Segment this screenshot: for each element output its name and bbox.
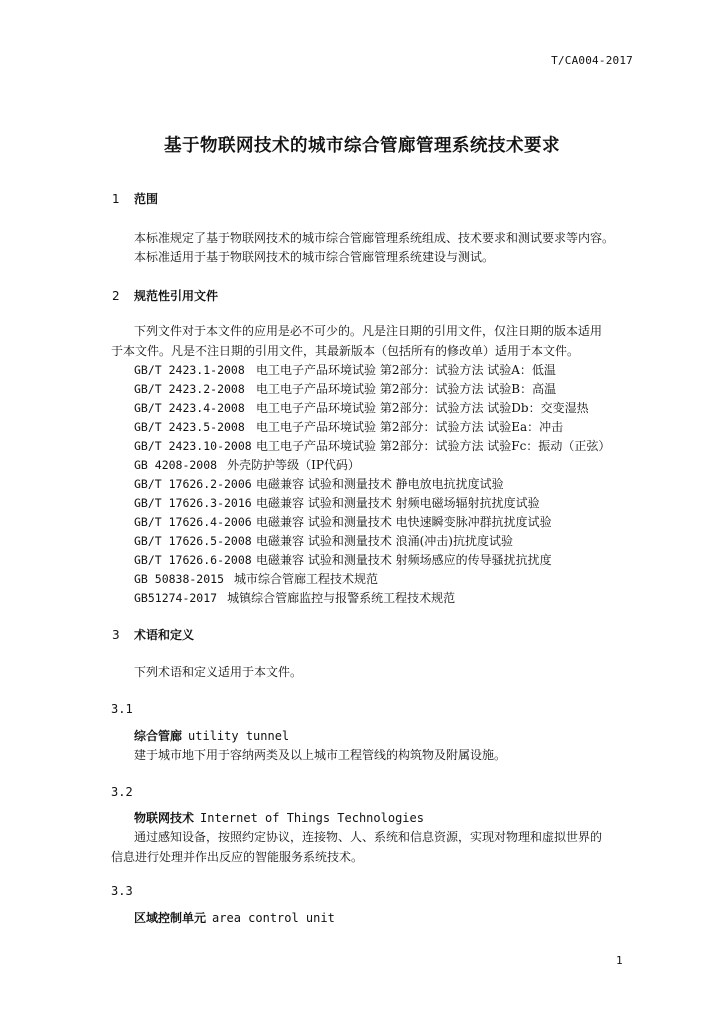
reference-title: 城市综合管廊工程技术规范 — [234, 572, 379, 586]
reference-code: GB 50838-2015 — [134, 572, 225, 586]
standard-code: T/CA004-2017 — [551, 54, 633, 67]
reference-item — [134, 362, 556, 378]
reference-title: 电磁兼容 试验和测量技术 浪涌(冲击)抗扰度试验 — [256, 534, 513, 548]
term-name-en: area control unit — [212, 911, 335, 925]
reference-code: GB/T 17626.6-2008 — [134, 553, 252, 567]
section-2-intro: 下列文件对于本文件的应用是必不可少的。凡是注日期的引用文件，仅注日期的版本适用 — [134, 324, 603, 338]
term-name-cn: 物联网技术 — [134, 811, 195, 825]
term-definition: 信息进行处理并作出反应的智能服务系统技术。 — [111, 850, 364, 864]
reference-item — [134, 552, 552, 568]
reference-code: GB/T 17626.3-2016 — [134, 496, 252, 510]
section-title: 范围 — [134, 192, 159, 206]
reference-item — [134, 590, 455, 606]
reference-code: GB/T 2423.1-2008 — [134, 363, 245, 377]
reference-title: 电磁兼容 试验和测量技术 射频电磁场辐射抗扰度试验 — [256, 496, 540, 510]
reference-title: 城镇综合管廊监控与报警系统工程技术规范 — [227, 591, 456, 605]
reference-code: GB/T 17626.5-2008 — [134, 534, 252, 548]
reference-item — [134, 495, 540, 511]
reference-item — [134, 419, 563, 435]
term-name-cn: 综合管廊 — [134, 729, 183, 743]
term-definition: 建于城市地下用于容纳两类及以上城市工程管线的构筑物及附属设施。 — [134, 748, 507, 762]
term-name-en: utility tunnel — [188, 729, 290, 743]
section-3-intro: 下列术语和定义适用于本文件。 — [134, 665, 303, 679]
page-number: 1 — [616, 954, 623, 967]
reference-title: 电工电子产品环境试验 第2部分：试验方法 试验B：高温 — [256, 382, 557, 396]
reference-title: 电工电子产品环境试验 第2部分：试验方法 试验Db：交变湿热 — [256, 401, 589, 415]
reference-title: 电磁兼容 试验和测量技术 射频场感应的传导骚扰抗扰度 — [256, 553, 552, 567]
reference-code: GB/T 2423.2-2008 — [134, 382, 245, 396]
term-name — [134, 910, 335, 926]
reference-item — [134, 400, 589, 416]
reference-item — [134, 571, 378, 587]
section-number: 3 — [112, 628, 120, 642]
section-1-paragraph: 本标准适用于基于物联网技术的城市综合管廊管理系统建设与测试。 — [134, 250, 495, 264]
reference-item — [134, 438, 610, 454]
section-3-heading — [112, 627, 194, 643]
reference-code: GB 4208-2008 — [134, 458, 218, 472]
section-1-heading — [112, 191, 158, 207]
reference-code: GB/T 17626.4-2006 — [134, 515, 252, 529]
section-number: 1 — [112, 192, 120, 206]
subsection-number: 3.2 — [111, 785, 133, 799]
reference-code: GB51274-2017 — [134, 591, 218, 605]
reference-item — [134, 514, 552, 530]
reference-title: 电磁兼容 试验和测量技术 电快速瞬变脉冲群抗扰度试验 — [256, 515, 552, 529]
reference-item — [134, 476, 504, 492]
reference-title: 电工电子产品环境试验 第2部分：试验方法 试验Fc：振动（正弦） — [256, 439, 611, 453]
reference-code: GB/T 17626.2-2006 — [134, 477, 252, 491]
section-title: 术语和定义 — [134, 628, 195, 642]
reference-code: GB/T 2423.10-2008 — [134, 439, 252, 453]
section-2-heading — [112, 288, 218, 304]
reference-title: 电磁兼容 试验和测量技术 静电放电抗扰度试验 — [256, 477, 504, 491]
section-2-intro: 于本文件。凡是不注日期的引用文件，其最新版本（包括所有的修改单）适用于本文件。 — [111, 344, 580, 358]
term-name — [134, 728, 289, 744]
reference-item — [134, 381, 556, 397]
document-title: 基于物联网技术的城市综合管廊管理系统技术要求 — [164, 136, 560, 156]
reference-item — [134, 533, 513, 549]
section-1-paragraph: 本标准规定了基于物联网技术的城市综合管廊管理系统组成、技术要求和测试要求等内容。 — [134, 231, 615, 245]
term-name-en: Internet of Things Technologies — [200, 811, 424, 825]
reference-code: GB/T 2423.5-2008 — [134, 420, 245, 434]
term-name — [134, 810, 424, 826]
reference-title: 外壳防护等级（IP代码） — [227, 458, 360, 472]
subsection-number: 3.1 — [111, 702, 133, 716]
reference-item — [134, 457, 360, 473]
term-definition: 通过感知设备，按照约定协议，连接物、人、系统和信息资源，实现对物理和虚拟世界的 — [134, 830, 603, 844]
subsection-number: 3.3 — [111, 884, 133, 898]
reference-title: 电工电子产品环境试验 第2部分：试验方法 试验Ea：冲击 — [256, 420, 564, 434]
section-title: 规范性引用文件 — [134, 289, 219, 303]
reference-code: GB/T 2423.4-2008 — [134, 401, 245, 415]
reference-title: 电工电子产品环境试验 第2部分：试验方法 试验A：低温 — [256, 363, 556, 377]
section-number: 2 — [112, 289, 120, 303]
term-name-cn: 区域控制单元 — [134, 911, 207, 925]
